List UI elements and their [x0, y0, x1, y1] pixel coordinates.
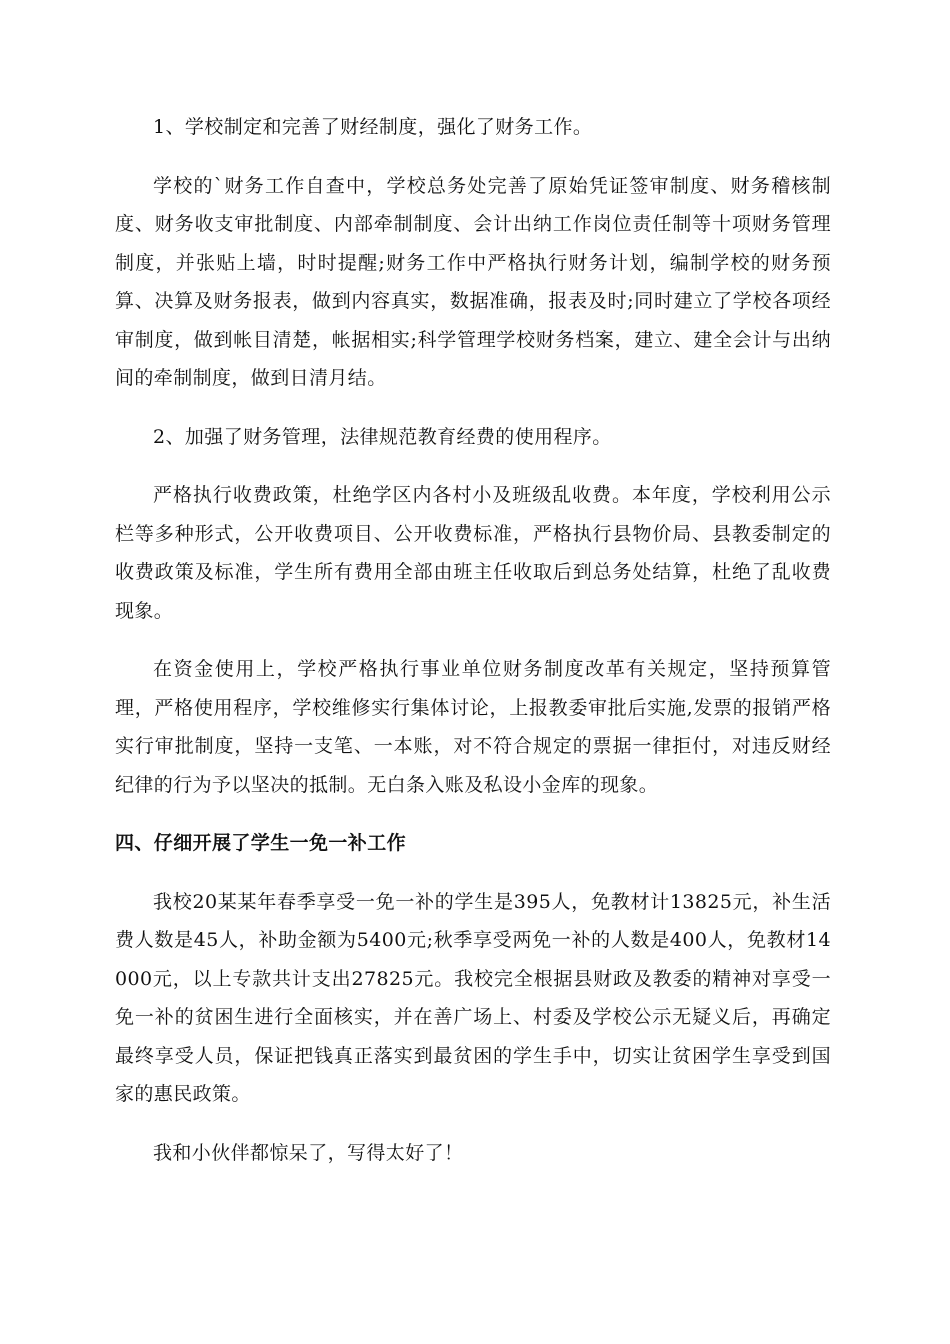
paragraph-1: 1、学校制定和完善了财经制度，强化了财务工作。: [153, 116, 593, 138]
paragraph-2: 学校的`财务工作自查中，学校总务处完善了原始凭证签审制度、财务稽核制度、财务收支审批制度、内部牵制制度、会计出纳工作岗位责任制等十项财务管理制度，并张贴上墙，时时提醒;财务工作中严格执行财务计划，编制学校的财务预算、决算及财务报表，做到内容真实，数据准确，报表及时;同时建立了学校各项经审制度，做到帐目清楚，帐据相实;科学管理学校财务档案，建立、建全会计与出纳间的牵制制度，做到日清月结。: [115, 174, 831, 389]
paragraph-6: 我校20某某年春季享受一免一补的学生是395人，免教材计13825元，补生活费人数是45人，补助金额为5400元;秋季享受两免一补的人数是400人，免教材14000元，以上专款共计支出27825元。我校完全根据县财政及教委的精神对享受一免一补的贫困生进行全面核实，并在善广场上、村委及学校公示无疑义后，再确定最终享受人员，保证把钱真正落实到最贫困的学生手中，切实让贫困学生享受到国家的惠民政策。: [115, 890, 831, 1105]
paragraph-7: 我和小伙伴都惊呆了，写得太好了！: [153, 1141, 464, 1164]
section-heading: 四、仔细开展了学生一免一补工作: [115, 832, 407, 854]
document-page: [115, 108, 831, 1172]
paragraph-3: 2、加强了财务管理，法律规范教育经费的使用程序。: [153, 425, 612, 448]
paragraph-4: 严格执行收费政策，杜绝学区内各村小及班级乱收费。本年度，学校利用公示栏等多种形式，公开收费项目、公开收费标准，严格执行县物价局、县教委制定的收费政策及标准，学生所有费用全部由班主任收取后到总务处结算，杜绝了乱收费现象。: [115, 484, 831, 622]
paragraph-5: 在资金使用上，学校严格执行事业单位财务制度改革有关规定，坚持预算管理，严格使用程序，学校维修实行集体讨论，上报教委审批后实施,发票的报销严格实行审批制度，坚持一支笔、一本账，对不符合规定的票据一律拒付，对违反财经纪律的行为予以坚决的抵制。无白条入账及私设小金库的现象。: [115, 658, 831, 796]
